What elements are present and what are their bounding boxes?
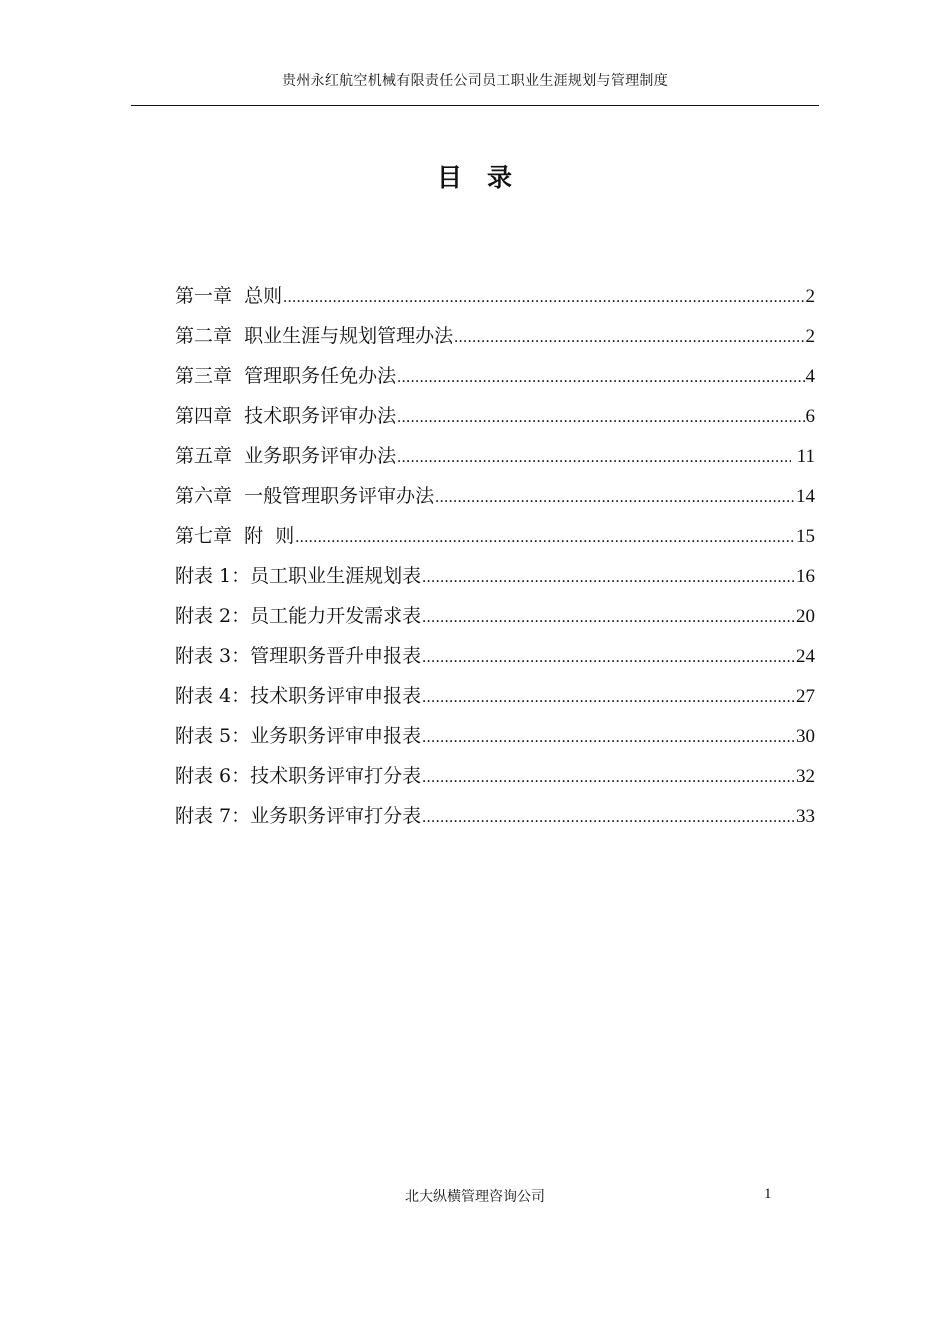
toc-entry-number: 第四章 [175,405,233,427]
toc-leader-dots [422,649,795,667]
toc-entry-number: 附表 5： [175,725,251,747]
page-title-part1: 目 [436,163,463,192]
toc-leader-dots [397,409,804,427]
toc-entry-page: 2 [805,326,815,347]
toc-entry-page: 20 [796,606,815,627]
toc-entry-number: 附表 6： [175,765,251,787]
toc-entry-number: 附表 3： [175,645,251,667]
page-title [0,158,950,194]
toc-leader-dots [295,529,795,547]
footer-company: 北大纵横管理咨询公司 [405,1189,545,1205]
toc-entry-number: 附表 4： [175,685,251,707]
header-divider [131,105,819,106]
toc-entry-page: 33 [796,806,815,827]
toc-entry-number: 第二章 [175,325,233,347]
toc-entry-number: 附表 1： [175,565,251,587]
toc-leader-dots [422,809,795,827]
toc-entry-separator [232,445,244,467]
toc-leader-dots [397,449,791,467]
toc-entry[interactable] [175,681,815,721]
toc-entry-page: 27 [796,686,815,707]
toc-entry-number: 附表 2： [175,605,251,627]
toc-entry[interactable] [175,561,815,601]
toc-leader-dots [422,729,795,747]
toc-leader-dots [397,369,804,387]
toc-entry-number: 第三章 [175,365,233,387]
toc-entry-label: 附 则 [244,525,295,547]
toc-entry-separator [232,485,244,507]
toc-entry-label: 技术职务评审打分表 [250,765,422,787]
toc-entry[interactable] [175,401,815,441]
toc-entry-page: 2 [805,286,815,307]
toc-entry[interactable] [175,441,815,481]
toc-entry-page: 16 [796,566,815,587]
toc-entry-page: 32 [796,766,815,787]
toc-entry-label: 员工能力开发需求表 [250,605,422,627]
toc-leader-dots [283,289,804,307]
toc-entry-separator [232,525,244,547]
toc-entry[interactable] [175,321,815,361]
toc-entry-page: 6 [805,406,815,427]
toc-leader-dots [422,609,795,627]
toc-entry[interactable] [175,481,815,521]
toc-entry-page: 14 [796,486,815,507]
toc-entry[interactable] [175,641,815,681]
toc-entry-page: 15 [796,526,815,547]
page-title-part2: 录 [487,163,514,192]
toc-entry-separator [232,285,244,307]
toc-entry-page: 11 [791,446,815,467]
toc-entry-number: 第五章 [175,445,233,467]
toc-entry[interactable] [175,361,815,401]
toc-entry-separator [232,365,244,387]
running-header: 贵州永红航空机械有限责任公司员工职业生涯规划与管理制度 [281,73,669,89]
toc-entry-page: 24 [796,646,815,667]
toc-entry-number: 第六章 [175,485,233,507]
toc-entry-label: 业务职务评审打分表 [250,805,422,827]
toc-entry-label: 员工职业生涯规划表 [250,565,422,587]
table-of-contents [175,281,815,841]
toc-entry-label: 技术职务评审办法 [244,405,397,427]
toc-entry-number: 第七章 [175,525,233,547]
toc-entry[interactable] [175,721,815,761]
toc-entry-page: 30 [796,726,815,747]
toc-leader-dots [435,489,795,507]
toc-entry-label: 一般管理职务评审办法 [244,485,435,507]
toc-entry-label: 业务职务评审办法 [244,445,397,467]
toc-entry-page: 4 [805,366,815,387]
toc-entry[interactable] [175,801,815,841]
toc-entry[interactable] [175,761,815,801]
toc-entry-separator [232,325,244,347]
toc-leader-dots [422,689,795,707]
toc-leader-dots [422,569,795,587]
toc-leader-dots [454,329,804,347]
toc-entry[interactable] [175,601,815,641]
toc-entry[interactable] [175,281,815,321]
toc-entry-number: 附表 7： [175,805,251,827]
toc-entry[interactable] [175,521,815,561]
toc-entry-label: 总则 [244,285,283,307]
toc-entry-label: 技术职务评审申报表 [250,685,422,707]
toc-entry-label: 业务职务评审申报表 [250,725,422,747]
toc-entry-label: 职业生涯与规划管理办法 [244,325,454,347]
toc-leader-dots [422,769,795,787]
toc-entry-number: 第一章 [175,285,233,307]
toc-entry-label: 管理职务任免办法 [244,365,397,387]
toc-entry-label: 管理职务晋升申报表 [250,645,422,667]
footer-page-number: 1 [764,1186,772,1202]
toc-entry-separator [232,405,244,427]
